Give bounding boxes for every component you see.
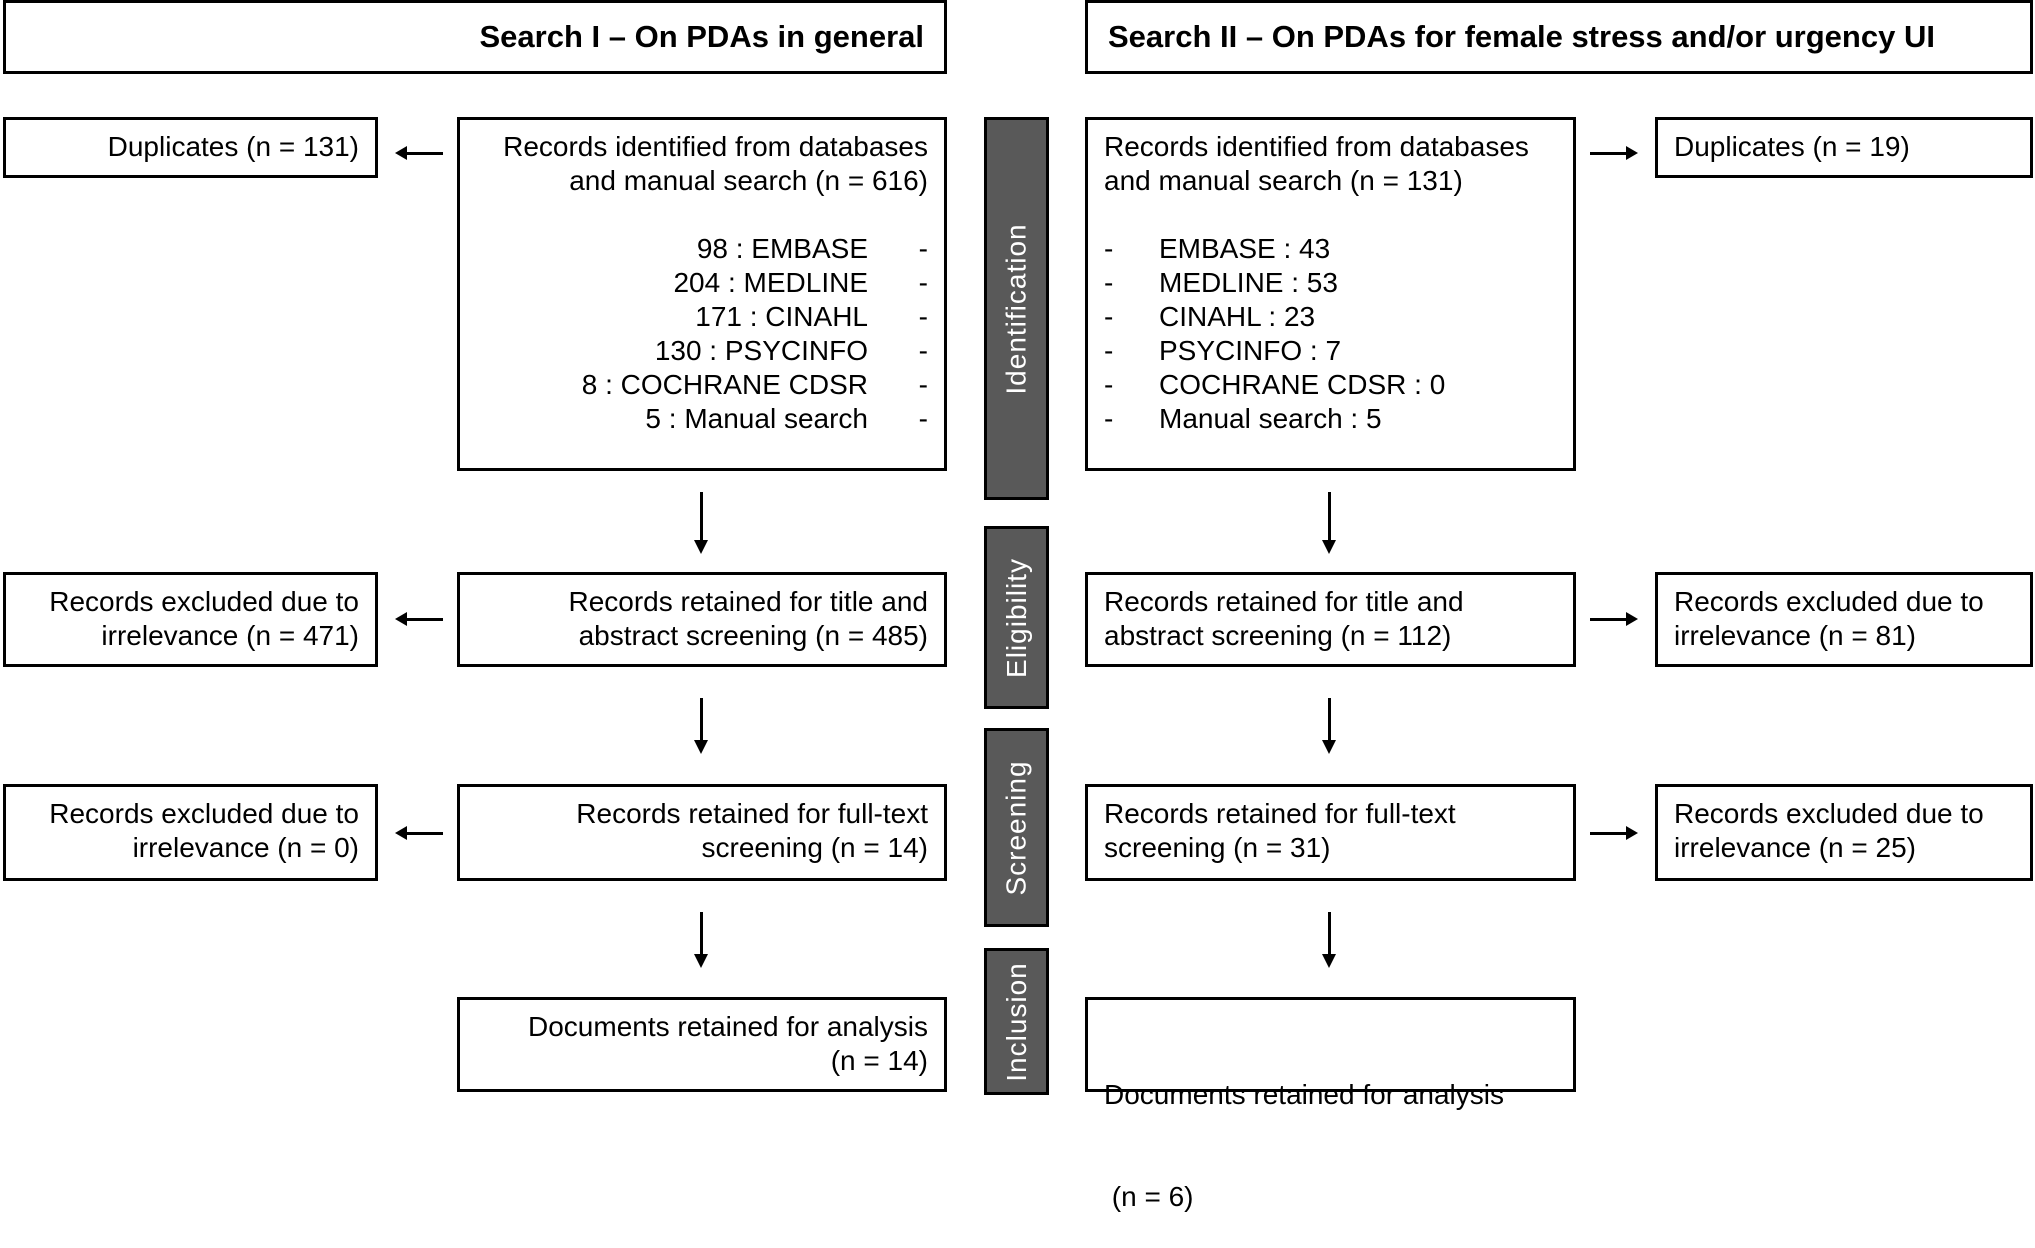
- inclusion-line1: Documents retained for analysis: [528, 1011, 928, 1042]
- excluded-line1: Records excluded due to: [49, 586, 359, 617]
- db-dash: -: [918, 267, 928, 298]
- arrow-down-icon: [1328, 492, 1331, 542]
- db-dash: -: [1104, 267, 1114, 298]
- db-dash: -: [918, 335, 928, 366]
- arrow-right-icon: [1590, 618, 1628, 621]
- retained-line1: Records retained for title and: [568, 586, 928, 617]
- db-label: Manual search : 5: [1159, 403, 1382, 434]
- search-1-identified-box: [457, 117, 947, 471]
- db-label: CINAHL : 23: [1159, 301, 1316, 332]
- db-label: 8 : COCHRANE CDSR: [581, 369, 868, 400]
- search-2-title-box: [1085, 0, 2033, 74]
- db-row: [476, 334, 928, 368]
- stage-inclusion: [984, 948, 1049, 1095]
- db-dash: -: [918, 301, 928, 332]
- retained-line2: screening (n = 31): [1104, 832, 1331, 863]
- search-1-eligibility-excluded-box: [3, 572, 378, 667]
- stage-screening-label: Screening: [1000, 759, 1032, 896]
- retained-line1: Records retained for title and: [1104, 586, 1464, 617]
- search-1-duplicates-box: [3, 117, 378, 178]
- retained-line2: abstract screening (n = 485): [578, 620, 928, 651]
- inclusion-line1: Documents retained for analysis: [1104, 1079, 1504, 1110]
- db-row: [476, 300, 928, 334]
- arrow-down-icon: [700, 912, 703, 956]
- db-row: [1104, 368, 1557, 402]
- search-1-title-box: [3, 0, 947, 74]
- search-2-screening-retained-box: [1085, 784, 1576, 881]
- stage-inclusion-label: Inclusion: [1000, 961, 1032, 1082]
- excluded-line1: Records excluded due to: [1674, 798, 1984, 829]
- search-1-screening-excluded-box: [3, 784, 378, 881]
- search-2-identified-box: [1085, 117, 1576, 471]
- arrow-left-icon: [405, 618, 443, 621]
- db-row: [1104, 300, 1557, 334]
- inclusion-line2: (n = 14): [830, 1045, 928, 1076]
- search-1-screening-retained-box: [457, 784, 947, 881]
- excluded-line1: Records excluded due to: [49, 798, 359, 829]
- db-dash: -: [918, 233, 928, 264]
- search-2-identified-line2: and manual search (n = 131): [1104, 165, 1463, 196]
- retained-line1: Records retained for full-text: [1104, 798, 1456, 829]
- db-row: [476, 368, 928, 402]
- retained-line2: screening (n = 14): [701, 832, 928, 863]
- retained-line1: Records retained for full-text: [576, 798, 928, 829]
- arrow-down-icon: [1328, 698, 1331, 742]
- db-label: 98 : EMBASE: [696, 233, 868, 264]
- inclusion-line2: (n = 6): [1104, 1181, 1194, 1212]
- stage-screening: [984, 728, 1049, 927]
- excluded-line2: irrelevance (n = 471): [101, 620, 359, 651]
- search-2-duplicates-box: [1655, 117, 2033, 178]
- search-2-title: Search II – On PDAs for female stress and/or urgency UI: [1108, 19, 1935, 54]
- search-2-duplicates: Duplicates (n = 19): [1674, 131, 1910, 162]
- arrow-down-icon: [700, 698, 703, 742]
- db-dash: -: [1104, 301, 1114, 332]
- arrow-left-icon: [405, 832, 443, 835]
- stage-identification: [984, 117, 1049, 500]
- stage-identification-label: Identification: [1000, 222, 1032, 395]
- db-row: [476, 266, 928, 300]
- db-label: MEDLINE : 53: [1159, 267, 1338, 298]
- search-2-eligibility-retained-box: [1085, 572, 1576, 667]
- excluded-line2: irrelevance (n = 0): [132, 832, 359, 863]
- search-2-identified-line1: Records identified from databases: [1104, 131, 1529, 162]
- excluded-line1: Records excluded due to: [1674, 586, 1984, 617]
- db-dash: -: [1104, 335, 1114, 366]
- stage-eligibility-label: Eligibility: [1000, 557, 1032, 678]
- arrow-down-icon: [700, 492, 703, 542]
- db-label: COCHRANE CDSR : 0: [1159, 369, 1446, 400]
- excluded-line2: irrelevance (n = 81): [1674, 620, 1917, 651]
- search-1-identified-line2: and manual search (n = 616): [569, 165, 928, 196]
- db-dash: -: [918, 369, 928, 400]
- search-1-inclusion-box: [457, 997, 947, 1092]
- db-dash: -: [1104, 403, 1114, 434]
- search-2-screening-excluded-box: [1655, 784, 2033, 881]
- arrow-right-icon: [1590, 832, 1628, 835]
- db-label: 130 : PSYCINFO: [654, 335, 868, 366]
- arrow-down-icon: [1328, 912, 1331, 956]
- excluded-line2: irrelevance (n = 25): [1674, 832, 1917, 863]
- search-2-eligibility-excluded-box: [1655, 572, 2033, 667]
- db-dash: -: [1104, 233, 1114, 264]
- stage-eligibility: [984, 526, 1049, 709]
- retained-line2: abstract screening (n = 112): [1104, 620, 1452, 651]
- search-1-identified-line1: Records identified from databases: [503, 131, 928, 162]
- db-label: 171 : CINAHL: [695, 301, 868, 332]
- arrow-left-icon: [405, 152, 443, 155]
- db-label: 5 : Manual search: [645, 403, 868, 434]
- db-row: [476, 232, 928, 266]
- db-dash: -: [1104, 369, 1114, 400]
- db-dash: -: [918, 403, 928, 434]
- db-row: [1104, 334, 1557, 368]
- db-label: PSYCINFO : 7: [1159, 335, 1342, 366]
- db-row: [476, 402, 928, 436]
- db-row: [1104, 402, 1557, 436]
- search-2-inclusion-box: [1085, 997, 1576, 1212]
- search-1-duplicates: Duplicates (n = 131): [107, 131, 359, 162]
- search-1-title: Search I – On PDAs in general: [479, 19, 924, 54]
- db-label: EMBASE : 43: [1159, 233, 1331, 264]
- db-row: [1104, 266, 1557, 300]
- arrow-right-icon: [1590, 152, 1628, 155]
- search-1-eligibility-retained-box: [457, 572, 947, 667]
- db-row: [1104, 232, 1557, 266]
- db-label: 204 : MEDLINE: [673, 267, 868, 298]
